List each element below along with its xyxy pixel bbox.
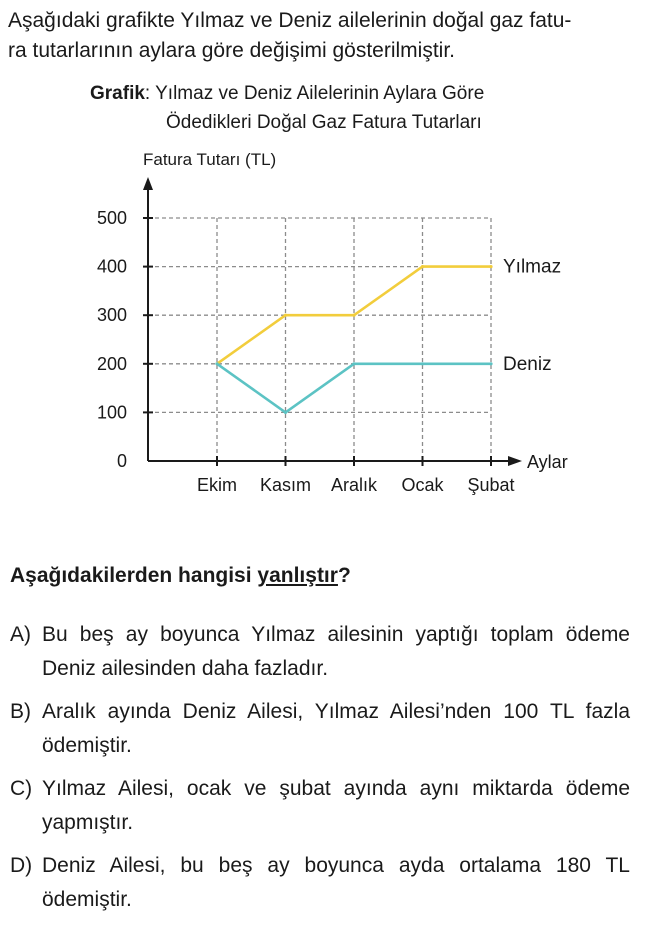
- data-point: [215, 362, 218, 365]
- option-letter: A): [10, 623, 31, 646]
- chart-caption: [90, 79, 484, 137]
- question-prefix: Aşağıdakilerden hangisi: [10, 564, 258, 587]
- data-point: [489, 362, 492, 365]
- caption-label: Grafik: [90, 83, 145, 104]
- caption-line-1: Yılmaz ve Deniz Ailelerinin Aylara Göre: [150, 83, 485, 104]
- caption-line-2: Ödedikleri Doğal Gaz Fatura Tutarları: [166, 112, 482, 133]
- y-axis-arrow-icon: [143, 177, 153, 190]
- option-text: Yılmaz Ailesi, ocak ve şubat ayında aynı miktarda ödeme yapmıştır.: [42, 777, 630, 834]
- option-letter: B): [10, 700, 31, 723]
- data-point: [421, 362, 424, 365]
- axes: [143, 177, 522, 466]
- question-suffix: ?: [337, 564, 351, 587]
- intro-line-1: Aşağıdaki grafikte Yılmaz ve Deniz ailelerinin doğal gaz fatu-: [8, 9, 572, 32]
- y-tick-label: 400: [96, 256, 127, 277]
- x-axis-arrow-icon: [508, 456, 522, 466]
- line-chart: [0, 140, 669, 510]
- answer-options: [10, 618, 630, 926]
- option-d[interactable]: [10, 849, 630, 917]
- y-tick-label: 200: [96, 353, 127, 374]
- x-tick-label: Ekim: [197, 475, 237, 495]
- data-point: [489, 265, 492, 268]
- data-point: [284, 411, 287, 414]
- y-tick-label: 500: [96, 208, 127, 228]
- x-tick-label: Şubat: [467, 475, 515, 495]
- question: [10, 564, 351, 588]
- data-point: [421, 265, 424, 268]
- y-tick-label: 300: [96, 305, 127, 326]
- x-tick-label: Kasım: [259, 475, 312, 495]
- option-c[interactable]: [10, 772, 630, 840]
- option-text: Aralık ayında Deniz Ailesi, Yılmaz Ailesi’nden 100 TL fazla ödemiştir.: [42, 700, 630, 757]
- y-tick-label: 0: [116, 451, 127, 471]
- intro-text: [8, 6, 658, 66]
- intro-line-2: ra tutarlarının aylara göre değişimi gösterilmiştir.: [8, 39, 456, 62]
- x-tick-label: Aralık: [330, 475, 378, 495]
- y-axis-title: Fatura Tutarı (TL): [143, 150, 277, 169]
- option-text: Bu beş ay boyunca Yılmaz ailesinin yaptığı toplam ödeme Deniz ailesinden daha fazladır.: [42, 623, 630, 680]
- option-b[interactable]: [10, 695, 630, 763]
- series-label: Yılmaz: [503, 256, 562, 278]
- data-point: [352, 362, 355, 365]
- data-point: [352, 314, 355, 317]
- grid: [148, 218, 491, 461]
- x-axis-title: Aylar: [527, 452, 568, 472]
- y-tick-label: 100: [96, 402, 127, 423]
- option-letter: C): [10, 777, 33, 800]
- series-label: Deniz: [503, 353, 552, 375]
- x-tick-label: Ocak: [401, 475, 444, 495]
- option-a[interactable]: [10, 618, 630, 686]
- data-point: [284, 314, 287, 317]
- option-text: Deniz Ailesi, bu beş ay boyunca ayda ortalama 180 TL ödemiştir.: [42, 854, 630, 911]
- caption-separator: :: [144, 83, 151, 104]
- option-letter: D): [10, 854, 33, 877]
- question-emphasis: yanlıştır: [257, 564, 338, 587]
